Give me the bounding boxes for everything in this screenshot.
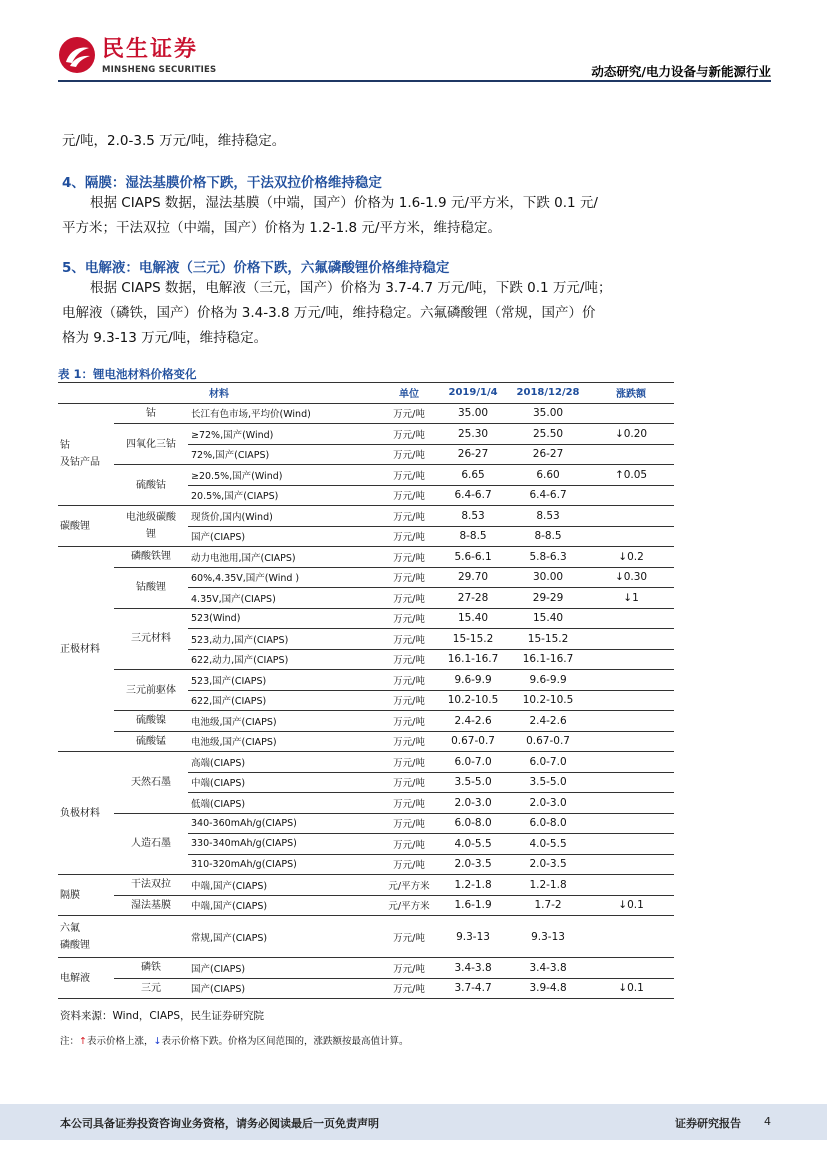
- row-unit: 万元/吨: [380, 547, 438, 568]
- section5-line3: 格为 9.3-13 万元/吨，维持稳定。: [62, 330, 268, 346]
- row-value-prev: 8-8.5: [508, 526, 588, 547]
- row-value-prev: 26-27: [508, 444, 588, 465]
- subgroup-wet: 湿法基膜: [114, 895, 188, 916]
- row-value-prev: 6.0-7.0: [508, 752, 588, 773]
- subgroup-mnso4: 硫酸锰: [114, 731, 188, 752]
- section5-heading: 5、电解液：电解液（三元）价格下跌，六氟磷酸锂价格维持稳定: [62, 260, 450, 276]
- row-unit: 万元/吨: [380, 731, 438, 752]
- row-value-prev: 3.5-5.0: [508, 772, 588, 793]
- row-unit: 万元/吨: [380, 567, 438, 588]
- row-spec: 国产(CIAPS): [188, 978, 380, 999]
- row-unit: 万元/吨: [380, 424, 438, 445]
- row-value-prev: 1.2-1.8: [508, 875, 588, 896]
- row-change: [588, 403, 674, 424]
- table-row: [58, 752, 674, 773]
- row-unit: 万元/吨: [380, 670, 438, 691]
- row-unit: 万元/吨: [380, 854, 438, 875]
- footer-disclaimer: 本公司具备证券投资咨询业务资格，请务必阅读最后一页免责声明: [60, 1117, 379, 1130]
- row-spec: 523(Wind): [188, 608, 380, 629]
- company-logo: [58, 36, 217, 78]
- row-spec: 72%,国产(CIAPS): [188, 444, 380, 465]
- row-value-current: 9.3-13: [438, 916, 508, 958]
- row-value-current: 6.4-6.7: [438, 485, 508, 506]
- col-header-change: 涨跌额: [588, 383, 674, 403]
- row-spec: ≥20.5%,国产(Wind): [188, 465, 380, 486]
- table-row: [58, 813, 674, 834]
- row-spec: 电池级,国产(CIAPS): [188, 711, 380, 732]
- row-change: [588, 629, 674, 650]
- row-value-prev: 10.2-10.5: [508, 690, 588, 711]
- group-anode: 负极材料: [58, 752, 114, 875]
- row-value-current: 1.2-1.8: [438, 875, 508, 896]
- row-value-prev: 2.0-3.5: [508, 854, 588, 875]
- table-row: [58, 731, 674, 752]
- row-change: ↓0.1: [588, 895, 674, 916]
- row-change: [588, 444, 674, 465]
- row-value-current: 0.67-0.7: [438, 731, 508, 752]
- row-unit: 万元/吨: [380, 526, 438, 547]
- row-spec: 622,国产(CIAPS): [188, 690, 380, 711]
- row-unit: 万元/吨: [380, 485, 438, 506]
- row-spec: 常规,国产(CIAPS): [188, 916, 380, 958]
- row-unit: 万元/吨: [380, 506, 438, 527]
- row-value-prev: 8.53: [508, 506, 588, 527]
- row-change: ↓0.20: [588, 424, 674, 445]
- subgroup-co3o4: 四氧化三钴: [114, 424, 188, 465]
- page-footer: [0, 1104, 827, 1140]
- row-value-current: 16.1-16.7: [438, 649, 508, 670]
- section4-line2: 平方米；干法双拉（中端，国产）价格为 1.2-1.8 元/平方米，维持稳定。: [62, 220, 501, 236]
- note-prefix: 注：: [60, 1036, 80, 1047]
- subgroup-empty: [114, 916, 188, 958]
- row-spec: 340-360mAh/g(CIAPS): [188, 813, 380, 834]
- footer-label: 证券研究报告: [675, 1117, 741, 1130]
- section4-heading: 4、隔膜：湿法基膜价格下跌，干法双拉价格维持稳定: [62, 175, 382, 191]
- row-spec: 动力电池用,国产(CIAPS): [188, 547, 380, 568]
- row-change: ↑0.05: [588, 465, 674, 486]
- table-note: [60, 1033, 408, 1047]
- group-cathode: 正极材料: [58, 547, 114, 752]
- row-spec: 国产(CIAPS): [188, 526, 380, 547]
- row-spec: 20.5%,国产(CIAPS): [188, 485, 380, 506]
- row-unit: 万元/吨: [380, 403, 438, 424]
- row-value-current: 35.00: [438, 403, 508, 424]
- subgroup-artificial-graphite: 人造石墨: [114, 813, 188, 875]
- row-value-prev: 3.4-3.8: [508, 958, 588, 979]
- row-unit: 万元/吨: [380, 649, 438, 670]
- table-row: [58, 875, 674, 896]
- row-unit: 万元/吨: [380, 711, 438, 732]
- row-spec: ≥72%,国产(Wind): [188, 424, 380, 445]
- row-change: [588, 649, 674, 670]
- row-value-current: 6.65: [438, 465, 508, 486]
- subgroup-niso4: 硫酸镍: [114, 711, 188, 732]
- row-value-prev: 25.50: [508, 424, 588, 445]
- table-row: [58, 424, 674, 445]
- row-value-current: 3.7-4.7: [438, 978, 508, 999]
- row-value-current: 6.0-7.0: [438, 752, 508, 773]
- row-change: [588, 752, 674, 773]
- body-line-continued: 元/吨，2.0-3.5 万元/吨，维持稳定。: [62, 133, 286, 149]
- row-change: [588, 506, 674, 527]
- subgroup-ternary-electrolyte: 三元: [114, 978, 188, 999]
- row-change: [588, 731, 674, 752]
- row-value-current: 10.2-10.5: [438, 690, 508, 711]
- table-row: [58, 567, 674, 588]
- row-spec: 高端(CIAPS): [188, 752, 380, 773]
- row-spec: 330-340mAh/g(CIAPS): [188, 834, 380, 855]
- table-row: [58, 958, 674, 979]
- row-value-prev: 3.9-4.8: [508, 978, 588, 999]
- row-spec: 622,动力,国产(CIAPS): [188, 649, 380, 670]
- report-type: 动态研究/电力设备与新能源行业: [591, 64, 771, 79]
- row-unit: 万元/吨: [380, 629, 438, 650]
- row-unit: 元/平方米: [380, 895, 438, 916]
- row-spec: 中端,国产(CIAPS): [188, 875, 380, 896]
- row-value-current: 2.4-2.6: [438, 711, 508, 732]
- row-value-prev: 29-29: [508, 588, 588, 609]
- row-value-prev: 5.8-6.3: [508, 547, 588, 568]
- row-change: [588, 813, 674, 834]
- row-spec: 低端(CIAPS): [188, 793, 380, 814]
- section5-line1: 根据 CIAPS 数据，电解液（三元，国产）价格为 3.7-4.7 万元/吨，下跌 0.1 万元/吨；: [90, 280, 612, 296]
- row-spec: 长江有色市场,平均价(Wind): [188, 403, 380, 424]
- row-unit: 万元/吨: [380, 978, 438, 999]
- subgroup-lfp: 磷酸铁锂: [114, 547, 188, 568]
- row-unit: 万元/吨: [380, 444, 438, 465]
- note-suffix: 表示价格下跌。价格为区间范围的，涨跌额按最高值计算。: [161, 1036, 409, 1047]
- row-spec: 60%,4.35V,国产(Wind ): [188, 567, 380, 588]
- row-change: ↓0.2: [588, 547, 674, 568]
- row-unit: 万元/吨: [380, 793, 438, 814]
- row-change: [588, 854, 674, 875]
- row-change: [588, 958, 674, 979]
- row-unit: 万元/吨: [380, 690, 438, 711]
- table-row: [58, 403, 674, 424]
- table-header-row: [58, 383, 674, 403]
- table-row: [58, 711, 674, 732]
- row-value-current: 2.0-3.0: [438, 793, 508, 814]
- row-unit: 万元/吨: [380, 608, 438, 629]
- group-lipf6: 六氟 磷酸锂: [58, 916, 114, 958]
- group-li-carbonate: 碳酸锂: [58, 506, 114, 547]
- row-value-current: 15-15.2: [438, 629, 508, 650]
- row-value-prev: 6.0-8.0: [508, 813, 588, 834]
- price-table: [58, 383, 674, 999]
- subgroup-precursor: 三元前驱体: [114, 670, 188, 711]
- subgroup-dry: 干法双拉: [114, 875, 188, 896]
- row-spec: 310-320mAh/g(CIAPS): [188, 854, 380, 875]
- row-spec: 中端(CIAPS): [188, 772, 380, 793]
- page-number: 4: [764, 1115, 771, 1128]
- row-spec: 现货价,国内(Wind): [188, 506, 380, 527]
- row-value-prev: 2.4-2.6: [508, 711, 588, 732]
- table-row: [58, 916, 674, 958]
- row-change: ↓1: [588, 588, 674, 609]
- table-row: [58, 547, 674, 568]
- row-value-current: 2.0-3.5: [438, 854, 508, 875]
- row-change: [588, 916, 674, 958]
- row-change: [588, 772, 674, 793]
- row-value-prev: 6.60: [508, 465, 588, 486]
- row-value-prev: 16.1-16.7: [508, 649, 588, 670]
- logo-mark-icon: [58, 36, 96, 74]
- subgroup-cobalt: 钴: [114, 403, 188, 424]
- up-arrow-icon: ↑: [79, 1036, 87, 1047]
- row-change: [588, 608, 674, 629]
- row-change: ↓0.30: [588, 567, 674, 588]
- row-change: [588, 793, 674, 814]
- row-change: [588, 485, 674, 506]
- down-arrow-icon: ↓: [153, 1036, 162, 1047]
- row-change: [588, 526, 674, 547]
- row-unit: 万元/吨: [380, 465, 438, 486]
- subgroup-natural-graphite: 天然石墨: [114, 752, 188, 814]
- row-value-current: 27-28: [438, 588, 508, 609]
- row-value-prev: 15.40: [508, 608, 588, 629]
- col-header-date1: 2019/1/4: [438, 383, 508, 403]
- row-value-prev: 4.0-5.5: [508, 834, 588, 855]
- subgroup-lfp-electrolyte: 磷铁: [114, 958, 188, 979]
- subgroup-ternary: 三元材料: [114, 608, 188, 670]
- row-value-current: 29.70: [438, 567, 508, 588]
- subgroup-lco: 钴酸锂: [114, 567, 188, 608]
- row-spec: 电池级,国产(CIAPS): [188, 731, 380, 752]
- table-source: 资料来源：Wind，CIAPS，民生证券研究院: [60, 1010, 264, 1022]
- table-row: [58, 895, 674, 916]
- row-spec: 国产(CIAPS): [188, 958, 380, 979]
- row-unit: 万元/吨: [380, 752, 438, 773]
- row-value-current: 8-8.5: [438, 526, 508, 547]
- row-value-current: 8.53: [438, 506, 508, 527]
- row-value-prev: 6.4-6.7: [508, 485, 588, 506]
- col-header-date2: 2018/12/28: [508, 383, 588, 403]
- row-value-prev: 9.6-9.9: [508, 670, 588, 691]
- subgroup-coso4: 硫酸钴: [114, 465, 188, 506]
- row-unit: 万元/吨: [380, 588, 438, 609]
- row-value-current: 26-27: [438, 444, 508, 465]
- group-separator: 隔膜: [58, 875, 114, 916]
- section5-line2: 电解液（磷铁，国产）价格为 3.4-3.8 万元/吨，维持稳定。六氟磷酸锂（常规，国产）价: [62, 305, 596, 321]
- row-change: [588, 834, 674, 855]
- row-unit: 万元/吨: [380, 813, 438, 834]
- row-value-prev: 30.00: [508, 567, 588, 588]
- section4-line1: 根据 CIAPS 数据，湿法基膜（中端，国产）价格为 1.6-1.9 元/平方米，下跌 0.1 元/: [90, 195, 598, 211]
- row-change: ↓0.1: [588, 978, 674, 999]
- table-row: [58, 608, 674, 629]
- logo-cn-text: 民生证券: [102, 37, 199, 62]
- row-value-current: 9.6-9.9: [438, 670, 508, 691]
- row-value-prev: 2.0-3.0: [508, 793, 588, 814]
- row-value-current: 4.0-5.5: [438, 834, 508, 855]
- group-electrolyte: 电解液: [58, 958, 114, 999]
- row-spec: 523,动力,国产(CIAPS): [188, 629, 380, 650]
- row-value-prev: 35.00: [508, 403, 588, 424]
- row-value-current: 25.30: [438, 424, 508, 445]
- row-value-current: 3.4-3.8: [438, 958, 508, 979]
- table-row: [58, 506, 674, 527]
- table-row: [58, 670, 674, 691]
- row-spec: 523,国产(CIAPS): [188, 670, 380, 691]
- row-unit: 万元/吨: [380, 834, 438, 855]
- group-cobalt: 钴 及钴产品: [58, 403, 114, 506]
- row-value-prev: 15-15.2: [508, 629, 588, 650]
- row-value-prev: 1.7-2: [508, 895, 588, 916]
- row-unit: 万元/吨: [380, 958, 438, 979]
- col-header-material: 材料: [58, 383, 380, 403]
- table-row: [58, 978, 674, 999]
- row-value-current: 5.6-6.1: [438, 547, 508, 568]
- row-value-prev: 0.67-0.7: [508, 731, 588, 752]
- row-spec: 中端,国产(CIAPS): [188, 895, 380, 916]
- logo-en-text: MINSHENG SECURITIES: [102, 65, 217, 75]
- row-change: [588, 690, 674, 711]
- table-title: 表 1：锂电池材料价格变化: [58, 367, 197, 381]
- table-row: [58, 465, 674, 486]
- row-value-current: 15.40: [438, 608, 508, 629]
- subgroup-battery-li2co3: 电池级碳酸 锂: [114, 506, 188, 547]
- col-header-unit: 单位: [380, 383, 438, 403]
- row-value-current: 1.6-1.9: [438, 895, 508, 916]
- row-unit: 万元/吨: [380, 772, 438, 793]
- row-change: [588, 711, 674, 732]
- row-value-prev: 9.3-13: [508, 916, 588, 958]
- row-unit: 万元/吨: [380, 916, 438, 958]
- row-change: [588, 670, 674, 691]
- row-unit: 元/平方米: [380, 875, 438, 896]
- row-value-current: 6.0-8.0: [438, 813, 508, 834]
- row-spec: 4.35V,国产(CIAPS): [188, 588, 380, 609]
- header-divider: [58, 80, 771, 82]
- note-mid: 表示价格上涨，: [86, 1036, 154, 1047]
- row-value-current: 3.5-5.0: [438, 772, 508, 793]
- row-change: [588, 875, 674, 896]
